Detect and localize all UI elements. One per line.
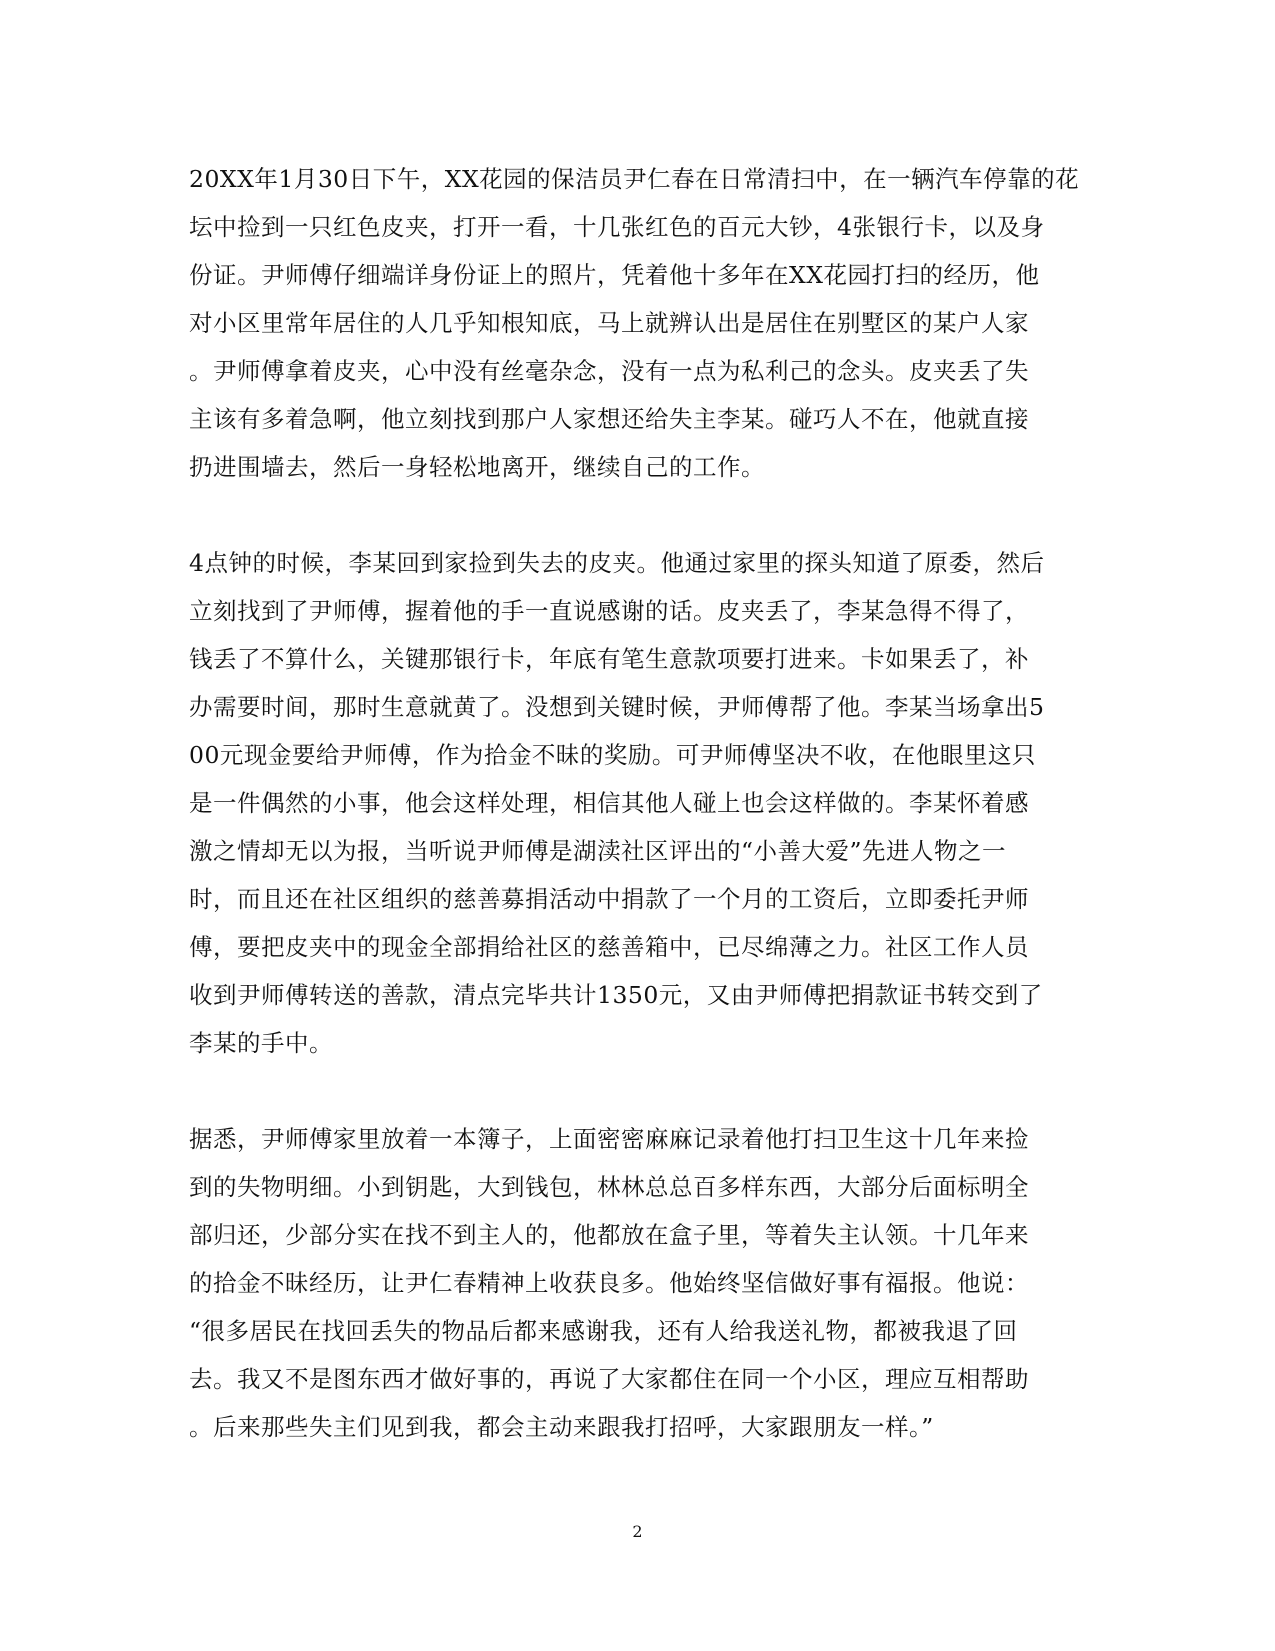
text-line: 激之情却无以为报，当听说尹师傅是湖渎社区评出的“小善大爱”先进人物之一 <box>189 837 1007 865</box>
text-line: 立刻找到了尹师傅，握着他的手一直说感谢的话。皮夹丢了，李某急得不得了， <box>189 597 1029 625</box>
text-line: 部归还，少部分实在找不到主人的，他都放在盒子里，等着失主认领。十几年来 <box>189 1221 1029 1249</box>
text-line: 00元现金要给尹师傅，作为拾金不昧的奖励。可尹师傅坚决不收，在他眼里这只 <box>189 741 1036 769</box>
text-line: 。尹师傅拿着皮夹，心中没有丝毫杂念，没有一点为私利己的念头。皮夹丢了失 <box>189 357 1029 385</box>
text-line: 傅，要把皮夹中的现金全部捐给社区的慈善箱中，已尽绵薄之力。社区工作人员 <box>189 933 1029 961</box>
text-line: 去。我又不是图东西才做好事的，再说了大家都住在同一个小区，理应互相帮助 <box>189 1365 1029 1393</box>
text-line: 扔进围墙去，然后一身轻松地离开，继续自己的工作。 <box>189 453 765 481</box>
text-line: 到的失物明细。小到钥匙，大到钱包，林林总总百多样东西，大部分后面标明全 <box>189 1173 1029 1201</box>
text-line: 。后来那些失主们见到我，都会主动来跟我打招呼，大家跟朋友一样。” <box>189 1413 934 1441</box>
text-line: 20XX年1月30日下午，XX花园的保洁员尹仁春在日常清扫中，在一辆汽车停靠的花 <box>189 165 1080 193</box>
text-line: “很多居民在找回丢失的物品后都来感谢我，还有人给我送礼物，都被我退了回 <box>189 1317 1018 1345</box>
body-text <box>189 155 1080 1451</box>
text-line: 时，而且还在社区组织的慈善募捐活动中捐款了一个月的工资后，立即委托尹师 <box>189 885 1029 913</box>
text-line: 坛中捡到一只红色皮夹，打开一看，十几张红色的百元大钞，4张银行卡，以及身 <box>189 213 1045 241</box>
text-line: 钱丢了不算什么，关键那银行卡，年底有笔生意款项要打进来。卡如果丢了，补 <box>189 645 1029 673</box>
text-line: 收到尹师傅转送的善款，清点完毕共计1350元，又由尹师傅把捐款证书转交到了 <box>189 981 1043 1009</box>
text-line: 李某的手中。 <box>189 1029 333 1057</box>
page-number: 2 <box>632 1522 643 1541</box>
paragraph-1 <box>189 155 1080 491</box>
paragraph-3 <box>189 1115 1069 1451</box>
text-line: 4点钟的时候，李某回到家捡到失去的皮夹。他通过家里的探头知道了原委，然后 <box>189 549 1045 577</box>
text-line: 办需要时间，那时生意就黄了。没想到关键时候，尹师傅帮了他。李某当场拿出5 <box>189 693 1045 721</box>
text-line: 的拾金不昧经历，让尹仁春精神上收获良多。他始终坚信做好事有福报。他说： <box>189 1269 1029 1297</box>
text-line: 据悉，尹师傅家里放着一本簿子，上面密密麻麻记录着他打扫卫生这十几年来捡 <box>189 1125 1029 1153</box>
text-line: 对小区里常年居住的人几乎知根知底，马上就辨认出是居住在别墅区的某户人家 <box>189 309 1029 337</box>
paragraph-2 <box>189 539 1069 1067</box>
text-line: 是一件偶然的小事，他会这样处理，相信其他人碰上也会这样做的。李某怀着感 <box>189 789 1029 817</box>
text-line: 主该有多着急啊，他立刻找到那户人家想还给失主李某。碰巧人不在，他就直接 <box>189 405 1029 433</box>
text-line: 份证。尹师傅仔细端详身份证上的照片，凭着他十多年在XX花园打扫的经历，他 <box>189 261 1040 289</box>
